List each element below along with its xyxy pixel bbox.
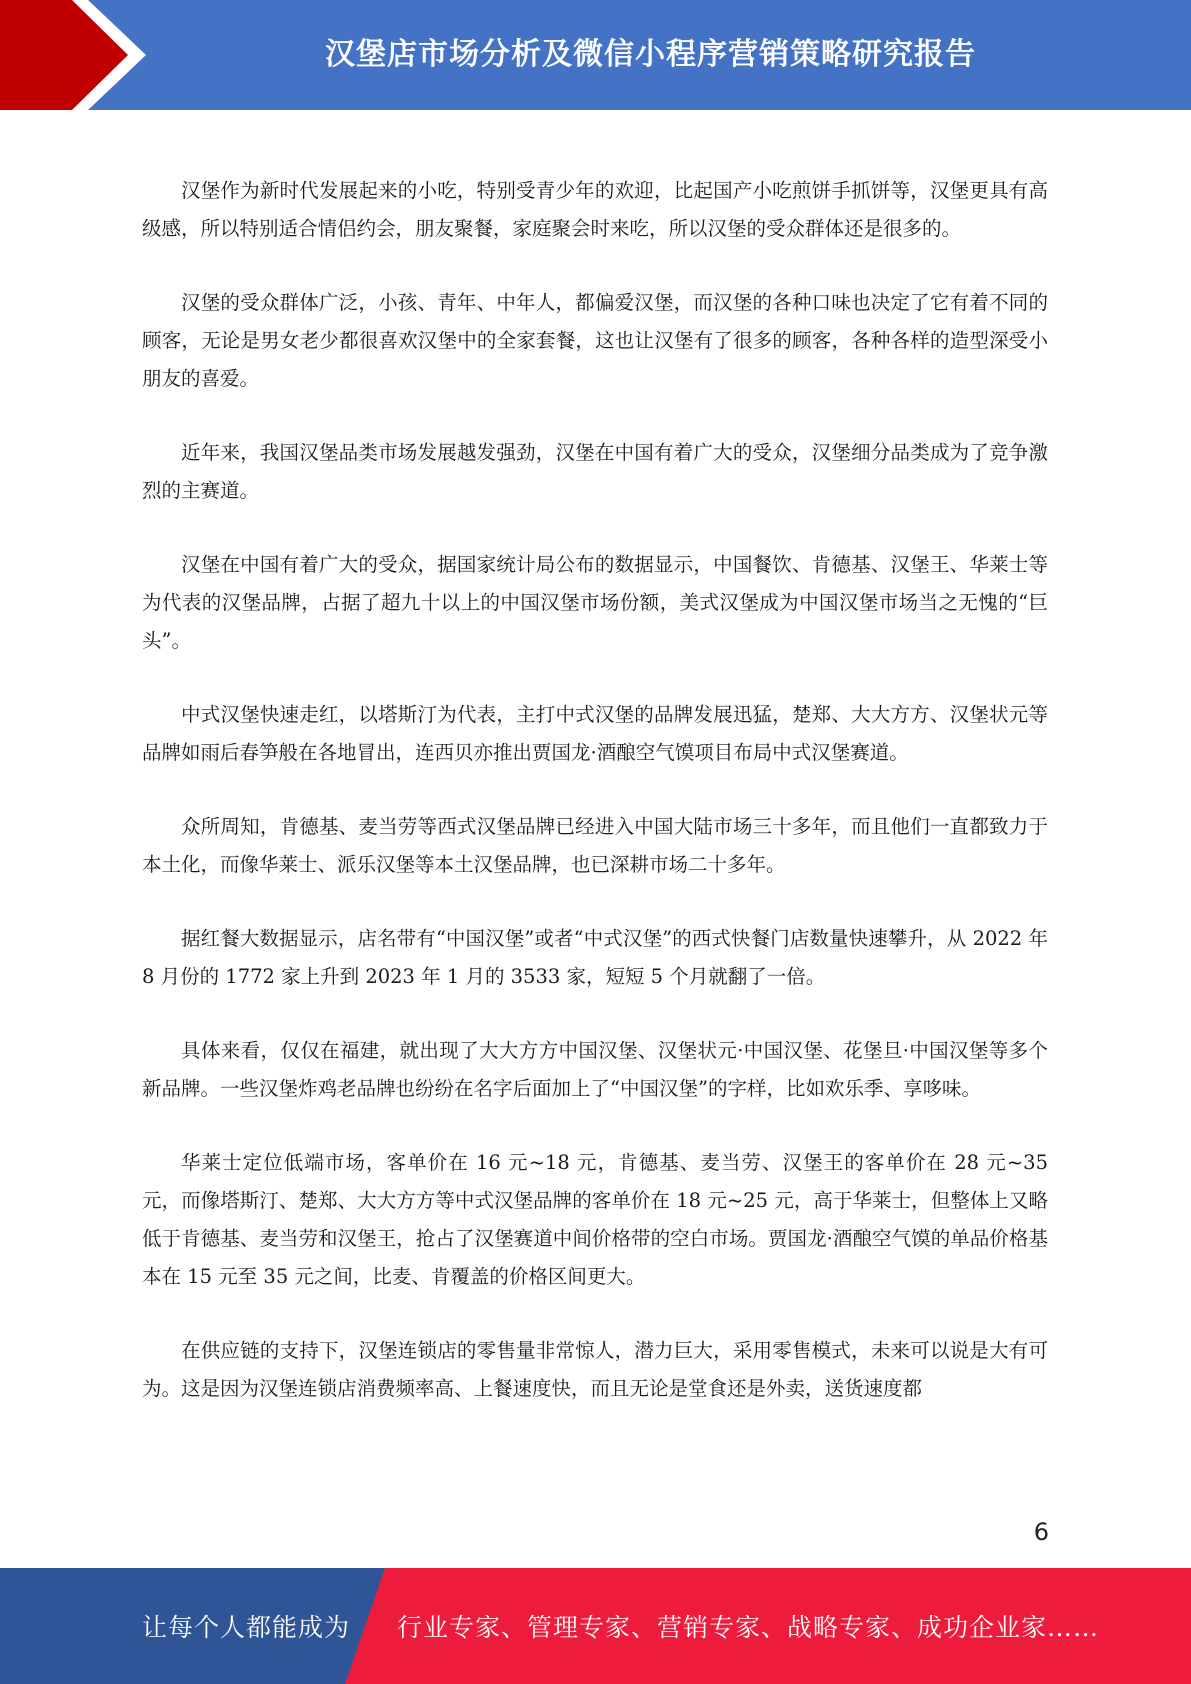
paragraph-6: 众所周知，肯德基、麦当劳等西式汉堡品牌已经进入中国大陆市场三十多年，而且他们一直都致力于本土化，而像华莱士、派乐汉堡等本土汉堡品牌，也已深耕市场二十多年。 — [142, 815, 1048, 876]
footer-banner — [0, 1568, 1191, 1684]
footer-slogan-left: 让每个人都能成为 — [142, 1613, 351, 1642]
paragraph-3: 近年来，我国汉堡品类市场发展越发强劲，汉堡在中国有着广大的受众，汉堡细分品类成为了竞争激烈的主赛道。 — [142, 441, 1048, 502]
report-title: 汉堡店市场分析及微信小程序营销策略研究报告 — [325, 37, 976, 72]
paragraph-1: 汉堡作为新时代发展起来的小吃，特别受青少年的欢迎，比起国产小吃煎饼手抓饼等，汉堡更具有高级感，所以特别适合情侣约会，朋友聚餐，家庭聚会时来吃，所以汉堡的受众群体还是很多的。 — [142, 179, 1048, 240]
body-text — [142, 172, 1048, 1444]
paragraph-7: 据红餐大数据显示，店名带有“中国汉堡”或者“中式汉堡”的西式快餐门店数量快速攀升，从 2022 年 8 月份的 1772 家上升到 2023 年 1 月的 3533 家，短短 5 个月就翻了一倍。 — [142, 927, 1048, 988]
footer-slogan-right: 行业专家、管理专家、营销专家、战略专家、成功企业家…… — [397, 1613, 1100, 1642]
header-banner — [0, 0, 1191, 110]
paragraph-9: 华莱士定位低端市场，客单价在 16 元~18 元，肯德基、麦当劳、汉堡王的客单价在 28 元~35 元，而像塔斯汀、楚郑、大大方方等中式汉堡品牌的客单价在 18 元~25 元，高于华莱士，但整体上又略低于肯德基、麦当劳和汉堡王，抢占了汉堡赛道中间价格带的空白市场。贾国龙·酒酿空气馍的单品价格基本在 15 元至 35 元之间，比麦、肯覆盖的价格区间更大。 — [142, 1151, 1048, 1288]
paragraph-10: 在供应链的支持下，汉堡连锁店的零售量非常惊人，潜力巨大，采用零售模式，未来可以说是大有可为。这是因为汉堡连锁店消费频率高、上餐速度快，而且无论是堂食还是外卖，送货速度都 — [142, 1339, 1048, 1400]
page-number: 6 — [1033, 1518, 1049, 1546]
paragraph-5: 中式汉堡快速走红，以塔斯汀为代表，主打中式汉堡的品牌发展迅猛，楚郑、大大方方、汉堡状元等品牌如雨后春笋般在各地冒出，连西贝亦推出贾国龙·酒酿空气馍项目布局中式汉堡赛道。 — [142, 703, 1048, 764]
paragraph-4: 汉堡在中国有着广大的受众，据国家统计局公布的数据显示，中国餐饮、肯德基、汉堡王、华莱士等为代表的汉堡品牌，占据了超九十以上的中国汉堡市场份额，美式汉堡成为中国汉堡市场当之无愧的“巨头”。 — [142, 553, 1048, 652]
paragraph-8: 具体来看，仅仅在福建，就出现了大大方方中国汉堡、汉堡状元·中国汉堡、花堡旦·中国汉堡等多个新品牌。一些汉堡炸鸡老品牌也纷纷在名字后面加上了“中国汉堡”的字样，比如欢乐季、享哆味。 — [142, 1039, 1048, 1100]
paragraph-2: 汉堡的受众群体广泛，小孩、青年、中年人，都偏爱汉堡，而汉堡的各种口味也决定了它有着不同的顾客，无论是男女老少都很喜欢汉堡中的全家套餐，这也让汉堡有了很多的顾客，各种各样的造型深受小朋友的喜爱。 — [142, 291, 1048, 390]
